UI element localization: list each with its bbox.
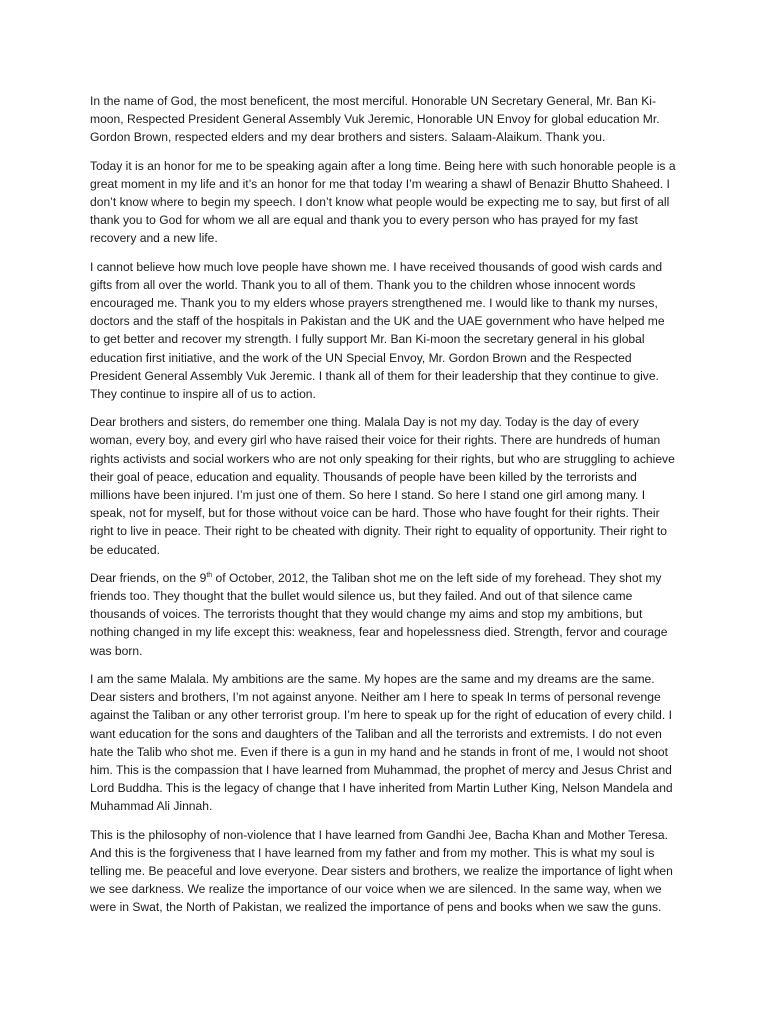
paragraph-non-violence: This is the philosophy of non-violence that I have learned from Gandhi Jee, Bacha Khan and Mother Teresa. And this is the forgiveness that I have learned from my father and from my mother. This is what my soul is telling me. Be peaceful and love everyone. Dear sisters and brothers, we realize the importance of light when we see darkness. We realize the importance of our voice when we are silenced. In the same way, when we were in Swat, the North of Pakistan, we realized the importance of pens and books when we saw the guns. [90,827,673,915]
paragraph-gratitude: I cannot believe how much love people have shown me. I have received thousands of good wish cards and gifts from all over the world. Thank you to all of them. Thank you to the children whose innocent words encouraged me. Thank you to my elders whose prayers strengthened me. I would like to thank my nurses, doctors and the staff of the hospitals in Pakistan and the UK and the UAE government who have helped me to get better and recover my strength. I fully support Mr. Ban Ki-moon the secretary general in his global education first initiative, and the work of the UN Special Envoy, Mr. Gordon Brown and the Respected President General Assembly Vuk Jeremic. I thank all of them for their leadership that they continue to give. They continue to inspire all of us to action. [90,259,665,402]
paragraph-opening-greeting: In the name of God, the most beneficent, the most merciful. Honorable UN Secretary General, Mr. Ban Ki-moon, Respected President General Assembly Vuk Jeremic, Honorable UN Envoy for global education Mr. Gordon Brown, respected elders and my dear brothers and sisters. Salaam-Alaikum. Thank you. [90,94,660,145]
paragraph-attack [90,569,678,660]
paragraph-malala-day: Dear brothers and sisters, do remember one thing. Malala Day is not my day. Today is the day of every woman, every boy, and every girl who have raised their voice for their rights. There are hundreds of human rights activists and social workers who are not only speaking for their rights, but who are struggling to achieve their goal of peace, education and equality. Thousands of people have been killed by the terrorists and millions have been injured. I’m just one of them. So here I stand. So here I stand one girl among many. I speak, not for myself, but for those without voice can be hard. Those who have fought for their rights. Their right to live in peace. Their right to be cheated with dignity. Their right to equality of opportunity. Their right to be educated. [90,415,675,557]
paragraph-attack-text-before: Dear friends, on the 9 [90,570,207,585]
ordinal-suffix: th [206,571,213,579]
paragraph-honor-to-speak: Today it is an honor for me to be speaking again after a long time. Being here with such honorable people is a great moment in my life and it’s an honor for me that today I’m wearing a shawl of Benazir Bhutto Shaheed. I don’t know where to begin my speech. I don’t know what people would be expecting me to say, but first of all thank you to God for whom we all are equal and thank you to every person who has prayed for my fast recovery and a new life. [90,158,676,246]
document-page [90,92,678,927]
paragraph-attack-text-after: of October, 2012, the Taliban shot me on the left side of my forehead. They shot my friends too. They thought that the bullet would silence us, but they failed. And out of that silence came thousands of voices. The terrorists thought that they would change my aims and stop my ambitions, but nothing changed in my life except this: weakness, fear and hopelessness died. Strength, fervor and courage was born. [90,570,668,658]
paragraph-same-malala: I am the same Malala. My ambitions are the same. My hopes are the same and my dreams are the same. Dear sisters and brothers, I’m not against anyone. Neither am I here to speak In terms of personal revenge against the Taliban or any other terrorist group. I’m here to speak up for the right of education of every child. I want education for the sons and daughters of the Taliban and all the terrorists and extremists. I do not even hate the Talib who shot me. Even if there is a gun in my hand and he stands in front of me, I would not shoot him. This is the compassion that I have learned from Muhammad, the prophet of mercy and Jesus Christ and Lord Buddha. This is the legacy of change that I have inherited from Martin Luther King, Nelson Mandela and Muhammad Ali Jinnah. [90,671,673,814]
